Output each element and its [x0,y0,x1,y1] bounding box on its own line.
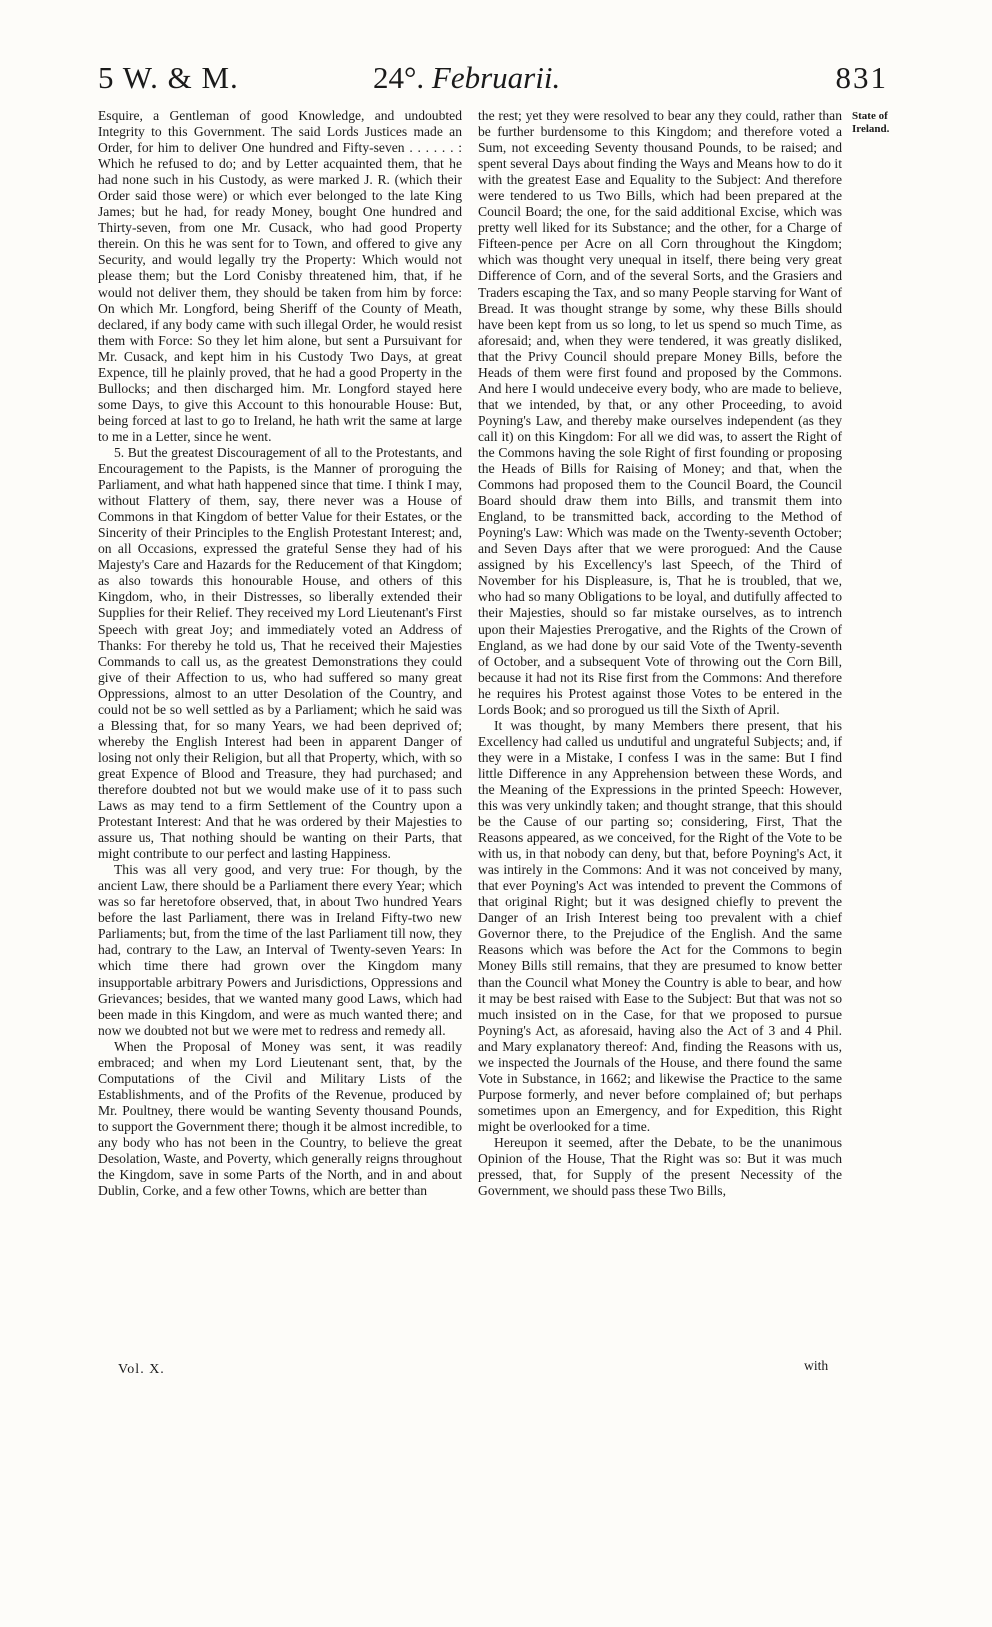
volume-signature: Vol. X. [118,1362,165,1377]
paragraph: Esquire, a Gentleman of good Knowledge, and undoubted Integrity to this Government. The said Lords Justices made an Order, for him to deliver One hundred and Fifty-seven . . . . . . : Which he refused to do; and by Letter acquainted them, that he had none such in his Custody, as were marked J. R. (which their Order said those were) or which ever belonged to the late King James; but he had, for ready Money, bought One hundred and Thirty-seven, from one Mr. Cusack, who had good Property therein. On this he was sent for to Town, and offered to give any Security, and would legally try the Property: Which would not please them; but the Lord Conisby threatened him, that, if he would not deliver them, they should be taken from him by force: On which Mr. Longford, being Sheriff of the County of Meath, declared, if any body came with such illegal Order, he would resist them with Force: So they let him alone, but sent a Pursuivant for Mr. Cusack, and kept him in his Custody Two Days, at great Expence, till he plainly proved, that he had a good Property in the Bullocks; and then discharged him. Mr. Longford stayed here some Days, to give this Account to this honourable House: But, being forced at last to go to Ireland, he hath writ the same at large to me in a Letter, since he went. [98,108,462,444]
margin-note: State of Ireland. [852,110,890,135]
running-head-regnal-year: 5 W. & M. [98,60,239,95]
paragraph: Hereupon it seemed, after the Debate, to be the unanimous Opinion of the House, That the Right was so: But it was much pressed, that, for Supply of the present Necessity of the Government, we should pass these Two Bills, [478,1135,842,1199]
running-head-day: 24°. [373,60,425,95]
paragraph: It was thought, by many Members there present, that his Excellency had called us undutiful and ungrateful Subjects; and, if they were in a Mistake, I confess I was in the same: But I find little Difference in any Apprehension between these Words, and the Meaning of the Expressions in the printed Speech: However, this was very unkindly taken; and thought strange, that this should be the Cause of our parting so; considering, First, That the Reasons appeared, as we conceived, for the Right of the Vote to be with us, in that nobody can deny, but that, before Poyning's Act, it was intirely in the Commons: And it was not conceived by many, that ever Poyning's Act was intended to prevent the Commons of that original Right; but it was designed chiefly to prevent the Danger of an Irish Interest being too prevalent with a chief Governor there, to the Prejudice of the English. And the same Reasons which was before the Act for the Commons to begin Money Bills still remains, that they are presumed to know better than the Council what Money the Country is able to bear, and how it may be best raised with Ease to the Subject: But that was not so much insisted on in the Case, for that we proposed to pursue Poyning's Act, as aforesaid, having also the Act of 3 and 4 Phil. and Mary explanatory thereof: And, finding the Reasons with us, we inspected the Journals of the House, and there found the same Vote in Substance, in 1662; and likewise the Practice to the same Purpose formerly, and never before complained of; but perhaps sometimes upon an Emergency, and for Expedition, this Right might be overlooked for a time. [478,717,842,1134]
left-column [98,108,462,1199]
paragraph: This was all very good, and very true: For though, by the ancient Law, there should be a Parliament there every Year; which was so far heretofore observed, that, in about Two hundred Years before the last Parliament, there was in Ireland Fifty-two new Parliaments; but, from the time of the last Parliament till now, they had, contrary to the Law, an Interval of Twenty-seven Years: In which time there had grown over the Kingdom many insupportable arbitrary Powers and Jurisdictions, Oppressions and Grievances; besides, that we wanted many good Laws, which had been made in this Kingdom, and were as much wanted there; and now we doubted not but we were met to redress and remedy all. [98,862,462,1038]
catchword: with [804,1358,829,1373]
paragraph: the rest; yet they were resolved to bear any they could, rather than be further burdensome to this Kingdom; and therefore voted a Sum, not exceeding Seventy thousand Pounds, to be raised; and spent several Days about finding the Ways and Means how to do it with the greatest Ease and Equality to the Subject: And therefore were tendered to us Two Bills, which had been prepared at the Council Board; the one, for the said additional Excise, which was pretty well liked for its Substance; and the other, for a Charge of Fifteen-pence per Acre on all Corn throughout the Kingdom; which was thought very unequal in itself, there being very great Difference of Corn, and of the several Sorts, and the Grasiers and Traders escaping the Tax, and so many People starving for Want of Bread. It was thought strange by some, why these Bills should have been kept from us so long, to let us spend so much Time, as aforesaid; and, when they were tendered, it was greatly disliked, that the Privy Council should prepare Money Bills, before the Heads of them were first found and proposed by the Commons. And here I would undeceive every body, who are made to believe, that we intended, by that, or any other Proceeding, to avoid Poyning's Law, and thereby make ourselves independent (as they call it) on this Kingdom: For all we did was, to assert the Right of the Commons having the sole Right of first founding or proposing the Heads of Bills for Raising of Money; and that, when the Commons had proposed them to the Council Board, the Council Board should draw them into Bills, and transmit them into England, to be transmitted back, according to the Method of Poyning's Law: Which was made on the Twenty-seventh October; and Seven Days after that we were prorogued: And the Cause assigned by his Excellency's last Speech, of the Third of November for his Displeasure, is, That he is troubled, that we, who had so many Obligations to be loyal, and dutifully affected to their Majesties, should so far mistake ourselves, as to intrench upon their Majesties Prerogative, and the Rights of the Crown of England, as we had done by our said Vote of the Twenty-seventh of October, and a subsequent Vote of throwing out the Corn Bill, because it had not its Rise first from the Commons: And therefore he requires his Protest against those Votes to be entered in the Lords Book; and so prorogued us till the Sixth of April. [478,108,842,717]
running-head-month: Februarii. [431,60,561,95]
running-head-date [373,60,560,96]
page-header [98,60,888,100]
paragraph: When the Proposal of Money was sent, it was readily embraced; and when my Lord Lieutenant sent, that, by the Computations of the Civil and Military Lists of the Establishments, and of the Profits of the Revenue, produced by Mr. Poultney, there would be wanting Seventy thousand Pounds, to support the Government there; though it be almost incredible, to any body who has not been in the Country, to believe the great Desolation, Waste, and Poverty, which generally reigns throughout the Kingdom, save in some Parts of the North, and in and about Dublin, Corke, and a few other Towns, which are better than [98,1038,462,1199]
page-number: 831 [835,60,888,95]
right-column [478,108,842,1199]
paragraph: 5. But the greatest Discouragement of all to the Protestants, and Encouragement to the Papists, is the Manner of proroguing the Parliament, and what hath happened since that time. I think I may, without Flattery of them, say, there never was a House of Commons in that Kingdom of better Value for their Estates, or the Sincerity of their Principles to the English Protestant Interest; and, on all Occasions, expressed the grateful Sense they had of his Majesty's Care and Hazards for the Reducement of that Kingdom; as also towards this honourable House, and others of this Kingdom, who, in their Distresses, so liberally extended their Supplies for their Relief. They received my Lord Lieutenant's First Speech with great Joy; and immediately voted an Address of Thanks: For thereby he told us, That he received their Majesties Commands to call us, as the greatest Demonstrations they could give of their Affection to us, who had suffered so many great Oppressions, almost to an utter Desolation of the Country, and could not be so well settled as by a Parliament; which he said was a Blessing that, for so many Years, we had been deprived of; whereby the English Interest had been in apparent Danger of losing not only their Religion, but all that Property, which, with so great Expence of Blood and Treasure, they had purchased; and therefore doubted not but we would make use of it to pass such Laws as may tend to a firm Settlement of the Country upon a Protestant Interest: And that he was ordered by their Majesties to assure us, That nothing should be wanting on their Parts, that might contribute to our perfect and lasting Happiness. [98,444,462,862]
